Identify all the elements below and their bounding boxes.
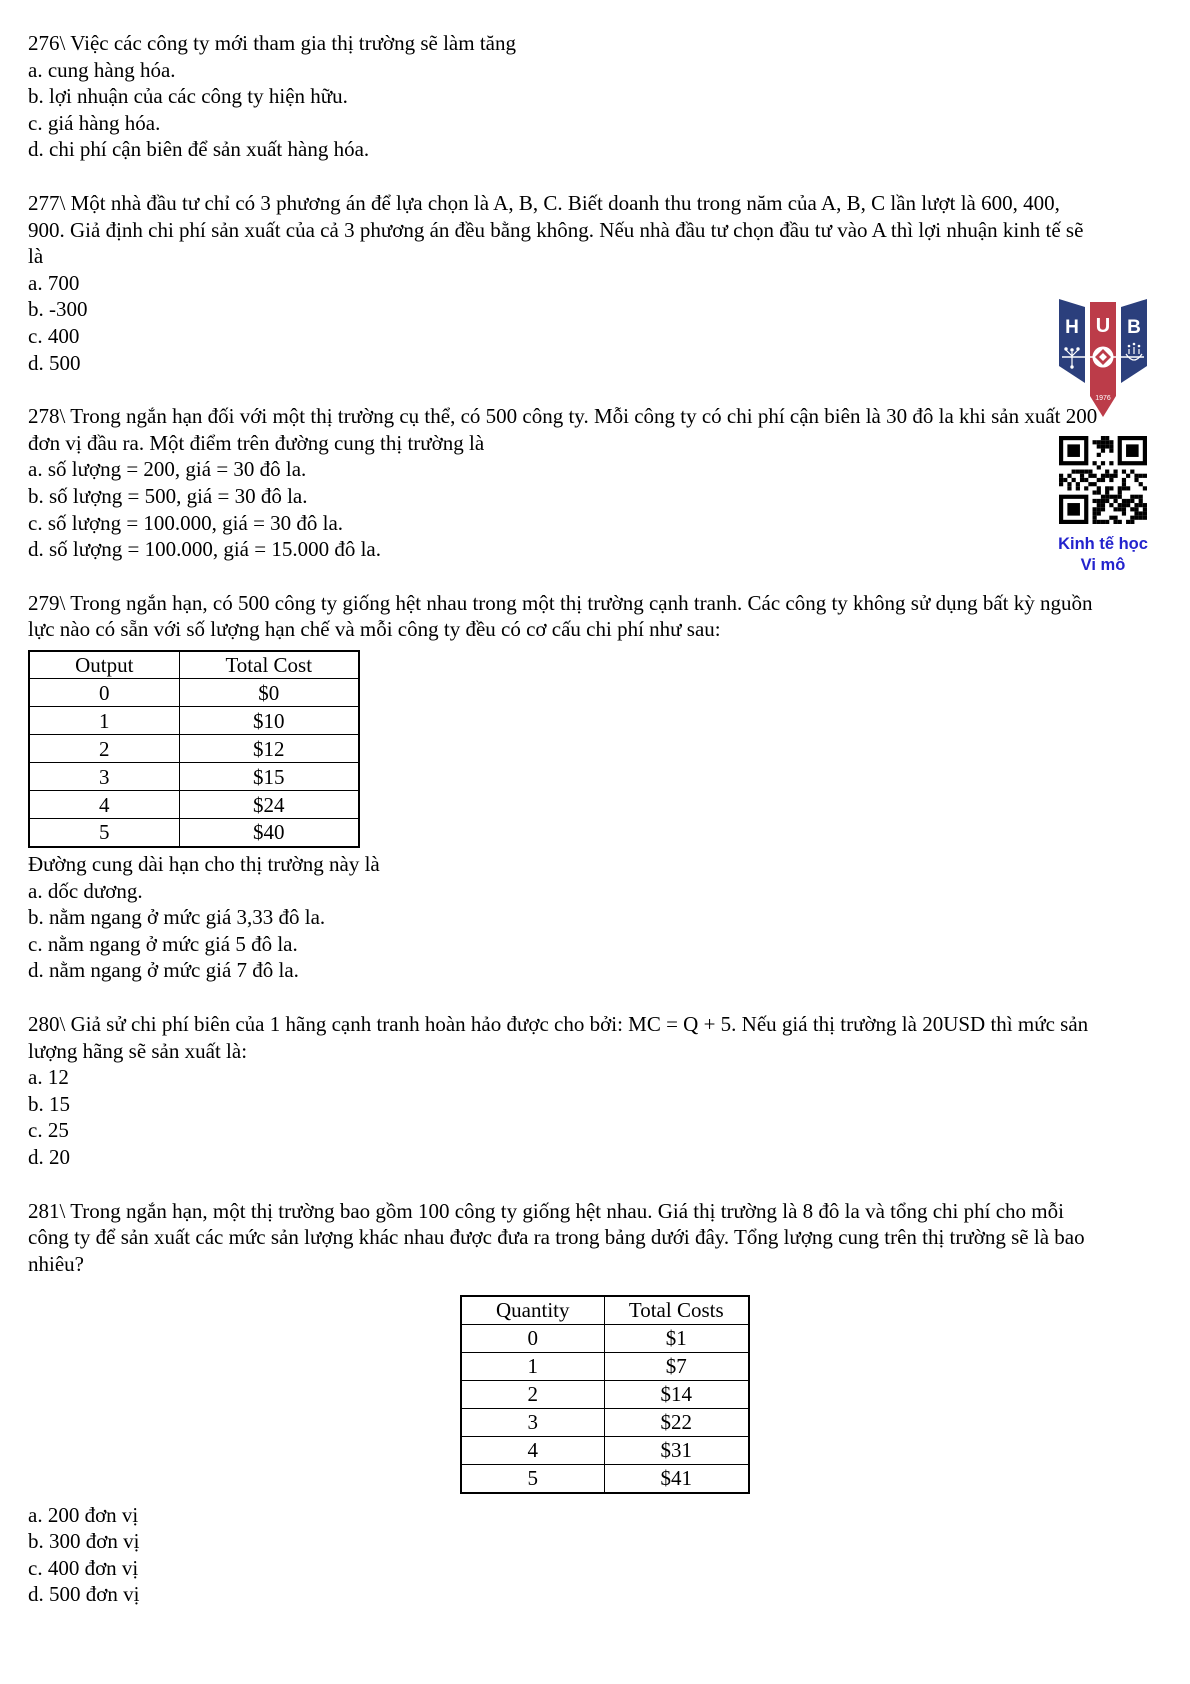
question-277 [28, 190, 1100, 376]
question-276-text: 276\ Việc các công ty mới tham gia thị trường sẽ làm tăng [28, 31, 516, 55]
question-278-option-a: a. số lượng = 200, giá = 30 đô la. [28, 457, 307, 482]
table-header-output: Output [29, 651, 179, 679]
table-cell: $15 [179, 763, 359, 791]
table-cell: 0 [461, 1324, 604, 1352]
logo-letter-u: U [1095, 315, 1111, 337]
table-cell: $0 [179, 679, 359, 707]
question-277-option-a: a. 700 [28, 270, 80, 295]
table-row [461, 1380, 749, 1408]
question-277-option-c: c. 400 [28, 323, 80, 348]
question-276-option-d: d. chi phí cận biên để sản xuất hàng hóa. [28, 137, 370, 162]
table-cell: $14 [604, 1380, 749, 1408]
logo-letter-b: B [1127, 317, 1141, 338]
table-row [29, 679, 359, 707]
table-cell: 5 [29, 819, 179, 847]
question-279-option-c: c. nằm ngang ở mức giá 5 đô la. [28, 931, 298, 956]
table-cell: $31 [604, 1436, 749, 1464]
qr-code [1059, 436, 1147, 524]
table-cell: $22 [604, 1408, 749, 1436]
table-row [29, 791, 359, 819]
table-cell: 1 [461, 1352, 604, 1380]
question-278-option-b: b. số lượng = 500, giá = 30 đô la. [28, 483, 308, 508]
table-header-row [461, 1296, 749, 1324]
qr-wrap [1054, 436, 1152, 531]
question-276-option-a: a. cung hàng hóa. [28, 57, 176, 82]
table-cell: 2 [461, 1380, 604, 1408]
table-row [29, 763, 359, 791]
table-cell: $24 [179, 791, 359, 819]
table-cell: 5 [461, 1464, 604, 1492]
question-279-option-a: a. dốc dương. [28, 878, 143, 903]
question-278 [28, 403, 1100, 563]
cost-table-281 [460, 1295, 750, 1493]
table-header-row [29, 651, 359, 679]
qr-caption-line1: Kinh tế học [1058, 535, 1148, 554]
table-cell: 4 [29, 791, 179, 819]
table-row [461, 1352, 749, 1380]
table-cell: 2 [29, 735, 179, 763]
table-cell: 1 [29, 707, 179, 735]
question-280 [28, 1011, 1100, 1171]
question-279-text: 279\ Trong ngắn hạn, có 500 công ty giống hệt nhau trong một thị trường cạnh tranh. Các công ty không sử dụng bất kỳ nguồn lực nào có sẵn với số lượng hạn chế và mỗi công ty đều có cơ cấu chi phí như sau: [28, 590, 1093, 642]
cost-table-279 [28, 650, 360, 848]
question-279-post-text: Đường cung dài hạn cho thị trường này là [28, 852, 380, 877]
question-277-text: 277\ Một nhà đầu tư chỉ có 3 phương án để lựa chọn là A, B, C. Biết doanh thu trong năm của A, B, C lần lượt là 600, 400, 900. Giả định chi phí sản xuất của cả 3 phương án đều bằng không. Nếu nhà đầu tư chọn đầu tư vào A thì lợi nhuận kinh tế sẽ là [28, 190, 1084, 269]
question-280-option-c: c. 25 [28, 1118, 69, 1143]
question-279-option-d: d. nằm ngang ở mức giá 7 đô la. [28, 958, 299, 983]
question-281-option-d: d. 500 đơn vị [28, 1582, 140, 1607]
table-row [461, 1408, 749, 1436]
question-276-option-b: b. lợi nhuận của các công ty hiện hữu. [28, 84, 348, 109]
table-cell: $12 [179, 735, 359, 763]
qr-caption-line2: Vi mô [1080, 556, 1126, 575]
table-cell: 4 [461, 1436, 604, 1464]
question-279-option-b: b. nằm ngang ở mức giá 3,33 đô la. [28, 905, 326, 930]
question-279 [28, 590, 1100, 984]
question-278-option-c: c. số lượng = 100.000, giá = 30 đô la. [28, 510, 344, 535]
table-row [29, 707, 359, 735]
question-277-option-b: b. -300 [28, 297, 88, 322]
table-cell: $40 [179, 819, 359, 847]
hub-university-logo [1058, 296, 1148, 422]
question-281-text: 281\ Trong ngắn hạn, một thị trường bao gồm 100 công ty giống hệt nhau. Giá thị trường là 8 đô la và tổng chi phí cho mỗi công ty để sản xuất các mức sản lượng khác nhau được đưa ra trong bảng dưới đây. Tổng lượng cung trên thị trường sẽ là bao nhiêu? [28, 1198, 1085, 1276]
table-cell: 3 [29, 763, 179, 791]
qr-caption [1054, 534, 1152, 576]
question-278-text: 278\ Trong ngắn hạn đối với một thị trường cụ thể, có 500 công ty. Mỗi công ty có chi phí cận biên là 30 đô la khi sản xuất 200 đơn vị đầu ra. Một điểm trên đường cung thị trường là [28, 404, 1098, 455]
table-cell: $1 [604, 1324, 749, 1352]
question-277-option-d: d. 500 [28, 350, 81, 375]
question-281-option-b: b. 300 đơn vị [28, 1529, 140, 1554]
table-row [461, 1324, 749, 1352]
question-276 [28, 30, 1100, 163]
question-280-text: 280\ Giả sử chi phí biên của 1 hãng cạnh tranh hoàn hảo được cho bởi: MC = Q + 5. Nếu giá thị trường là 20USD thì mức sản lượng hãng sẽ sản xuất là: [28, 1012, 1089, 1063]
table-header-total-cost: Total Cost [179, 651, 359, 679]
question-280-option-d: d. 20 [28, 1145, 70, 1169]
question-281-option-c: c. 400 đơn vị [28, 1555, 139, 1580]
table-cell: 3 [461, 1408, 604, 1436]
table-cell: 0 [29, 679, 179, 707]
logo-letter-h: H [1065, 317, 1079, 338]
table-cell: $41 [604, 1464, 749, 1492]
question-280-option-a: a. 12 [28, 1065, 69, 1090]
question-281-option-a: a. 200 đơn vị [28, 1502, 139, 1527]
branding-column [1054, 296, 1152, 576]
question-280-option-b: b. 15 [28, 1091, 70, 1116]
table-row [29, 819, 359, 847]
table-row [29, 735, 359, 763]
table-header-total-costs: Total Costs [604, 1296, 749, 1324]
logo-left-panel [1059, 299, 1085, 383]
table-row [461, 1464, 749, 1492]
question-278-option-d: d. số lượng = 100.000, giá = 15.000 đô la. [28, 537, 381, 562]
question-276-option-c: c. giá hàng hóa. [28, 110, 161, 135]
table-row [461, 1436, 749, 1464]
logo-right-panel [1121, 299, 1147, 383]
table-header-quantity: Quantity [461, 1296, 604, 1324]
question-281 [28, 1198, 1100, 1608]
logo-year: 1976 [1095, 395, 1111, 402]
table-cell: $10 [179, 707, 359, 735]
table-cell: $7 [604, 1352, 749, 1380]
